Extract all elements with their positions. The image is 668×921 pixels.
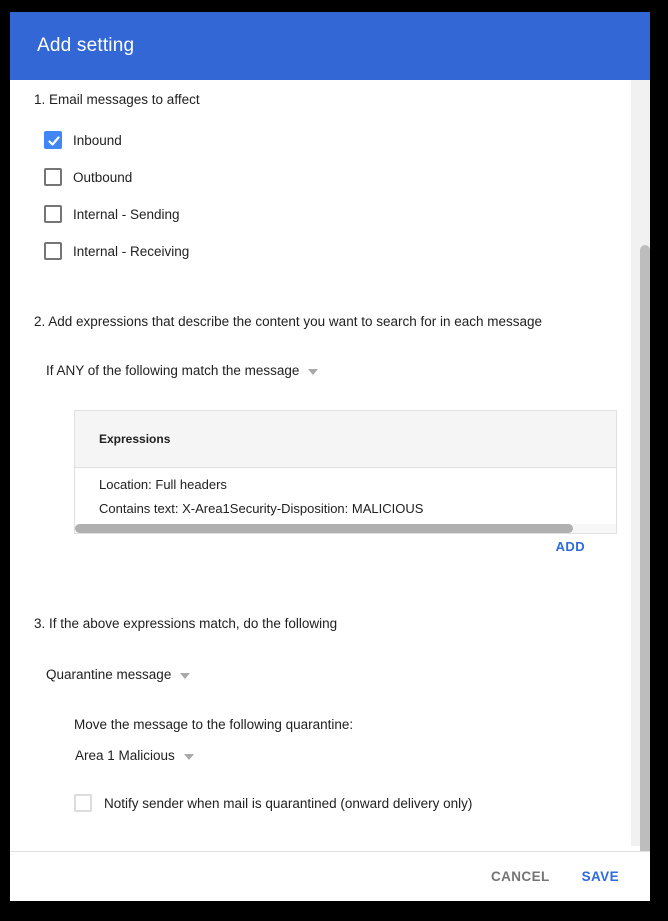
add-expression-button[interactable]: ADD xyxy=(555,539,585,554)
notify-sender-checkbox[interactable] xyxy=(74,794,92,812)
outbound-checkbox[interactable] xyxy=(44,168,62,186)
save-button[interactable]: SAVE xyxy=(580,865,621,888)
quarantine-dropdown[interactable] xyxy=(75,748,194,763)
vertical-scrollbar[interactable] xyxy=(631,80,650,846)
checkbox-label: Inbound xyxy=(73,132,122,148)
expressions-table-header xyxy=(75,411,616,468)
dialog-title: Add setting xyxy=(37,35,135,56)
vertical-scrollbar-thumb[interactable] xyxy=(640,245,650,868)
checkbox-row-internal-sending[interactable] xyxy=(44,204,180,224)
action-dropdown-value: Quarantine message xyxy=(46,667,172,682)
expression-row[interactable]: Location: Full headers xyxy=(99,477,227,492)
section1-title: 1. Email messages to affect xyxy=(34,92,200,107)
dropdown-arrow-icon xyxy=(308,369,318,375)
checkbox-label: Outbound xyxy=(73,169,133,185)
table-horizontal-scrollbar[interactable] xyxy=(75,524,616,533)
expression-row[interactable]: Contains text: X-Area1Security-Disposition: MALICIOUS xyxy=(99,501,424,516)
section2-title: 2. Add expressions that describe the content you want to search for in each message xyxy=(34,314,543,329)
dropdown-arrow-icon xyxy=(184,754,194,760)
internal-receiving-checkbox[interactable] xyxy=(44,242,62,260)
match-type-dropdown[interactable] xyxy=(46,363,318,378)
inbound-checkbox[interactable] xyxy=(44,131,62,149)
quarantine-destination-label: Move the message to the following quarantine: xyxy=(74,717,354,732)
match-type-dropdown-value: If ANY of the following match the message xyxy=(46,363,300,378)
dropdown-arrow-icon xyxy=(180,673,190,679)
table-horizontal-scrollbar-thumb[interactable] xyxy=(75,524,573,533)
section3-title: 3. If the above expressions match, do the following xyxy=(34,616,338,631)
checkbox-label: Internal - Receiving xyxy=(73,243,190,259)
checkbox-row-outbound[interactable] xyxy=(44,167,132,187)
action-dropdown[interactable] xyxy=(46,667,190,682)
dialog-header xyxy=(10,12,650,80)
cancel-button[interactable]: CANCEL xyxy=(489,865,552,888)
expressions-column-header: Expressions xyxy=(99,432,171,446)
checkbox-label: Internal - Sending xyxy=(73,206,180,222)
expressions-table xyxy=(74,410,617,534)
checkmark-icon xyxy=(47,134,61,148)
internal-sending-checkbox[interactable] xyxy=(44,205,62,223)
checkbox-label: Notify sender when mail is quarantined (onward delivery only) xyxy=(104,795,473,811)
checkbox-row-internal-receiving[interactable] xyxy=(44,241,189,261)
dialog-footer xyxy=(10,851,650,901)
add-setting-dialog xyxy=(10,12,650,901)
quarantine-dropdown-value: Area 1 Malicious xyxy=(75,748,175,763)
checkbox-row-notify-sender[interactable] xyxy=(74,793,472,813)
checkbox-row-inbound[interactable] xyxy=(44,130,122,150)
expressions-table-body xyxy=(75,468,616,521)
